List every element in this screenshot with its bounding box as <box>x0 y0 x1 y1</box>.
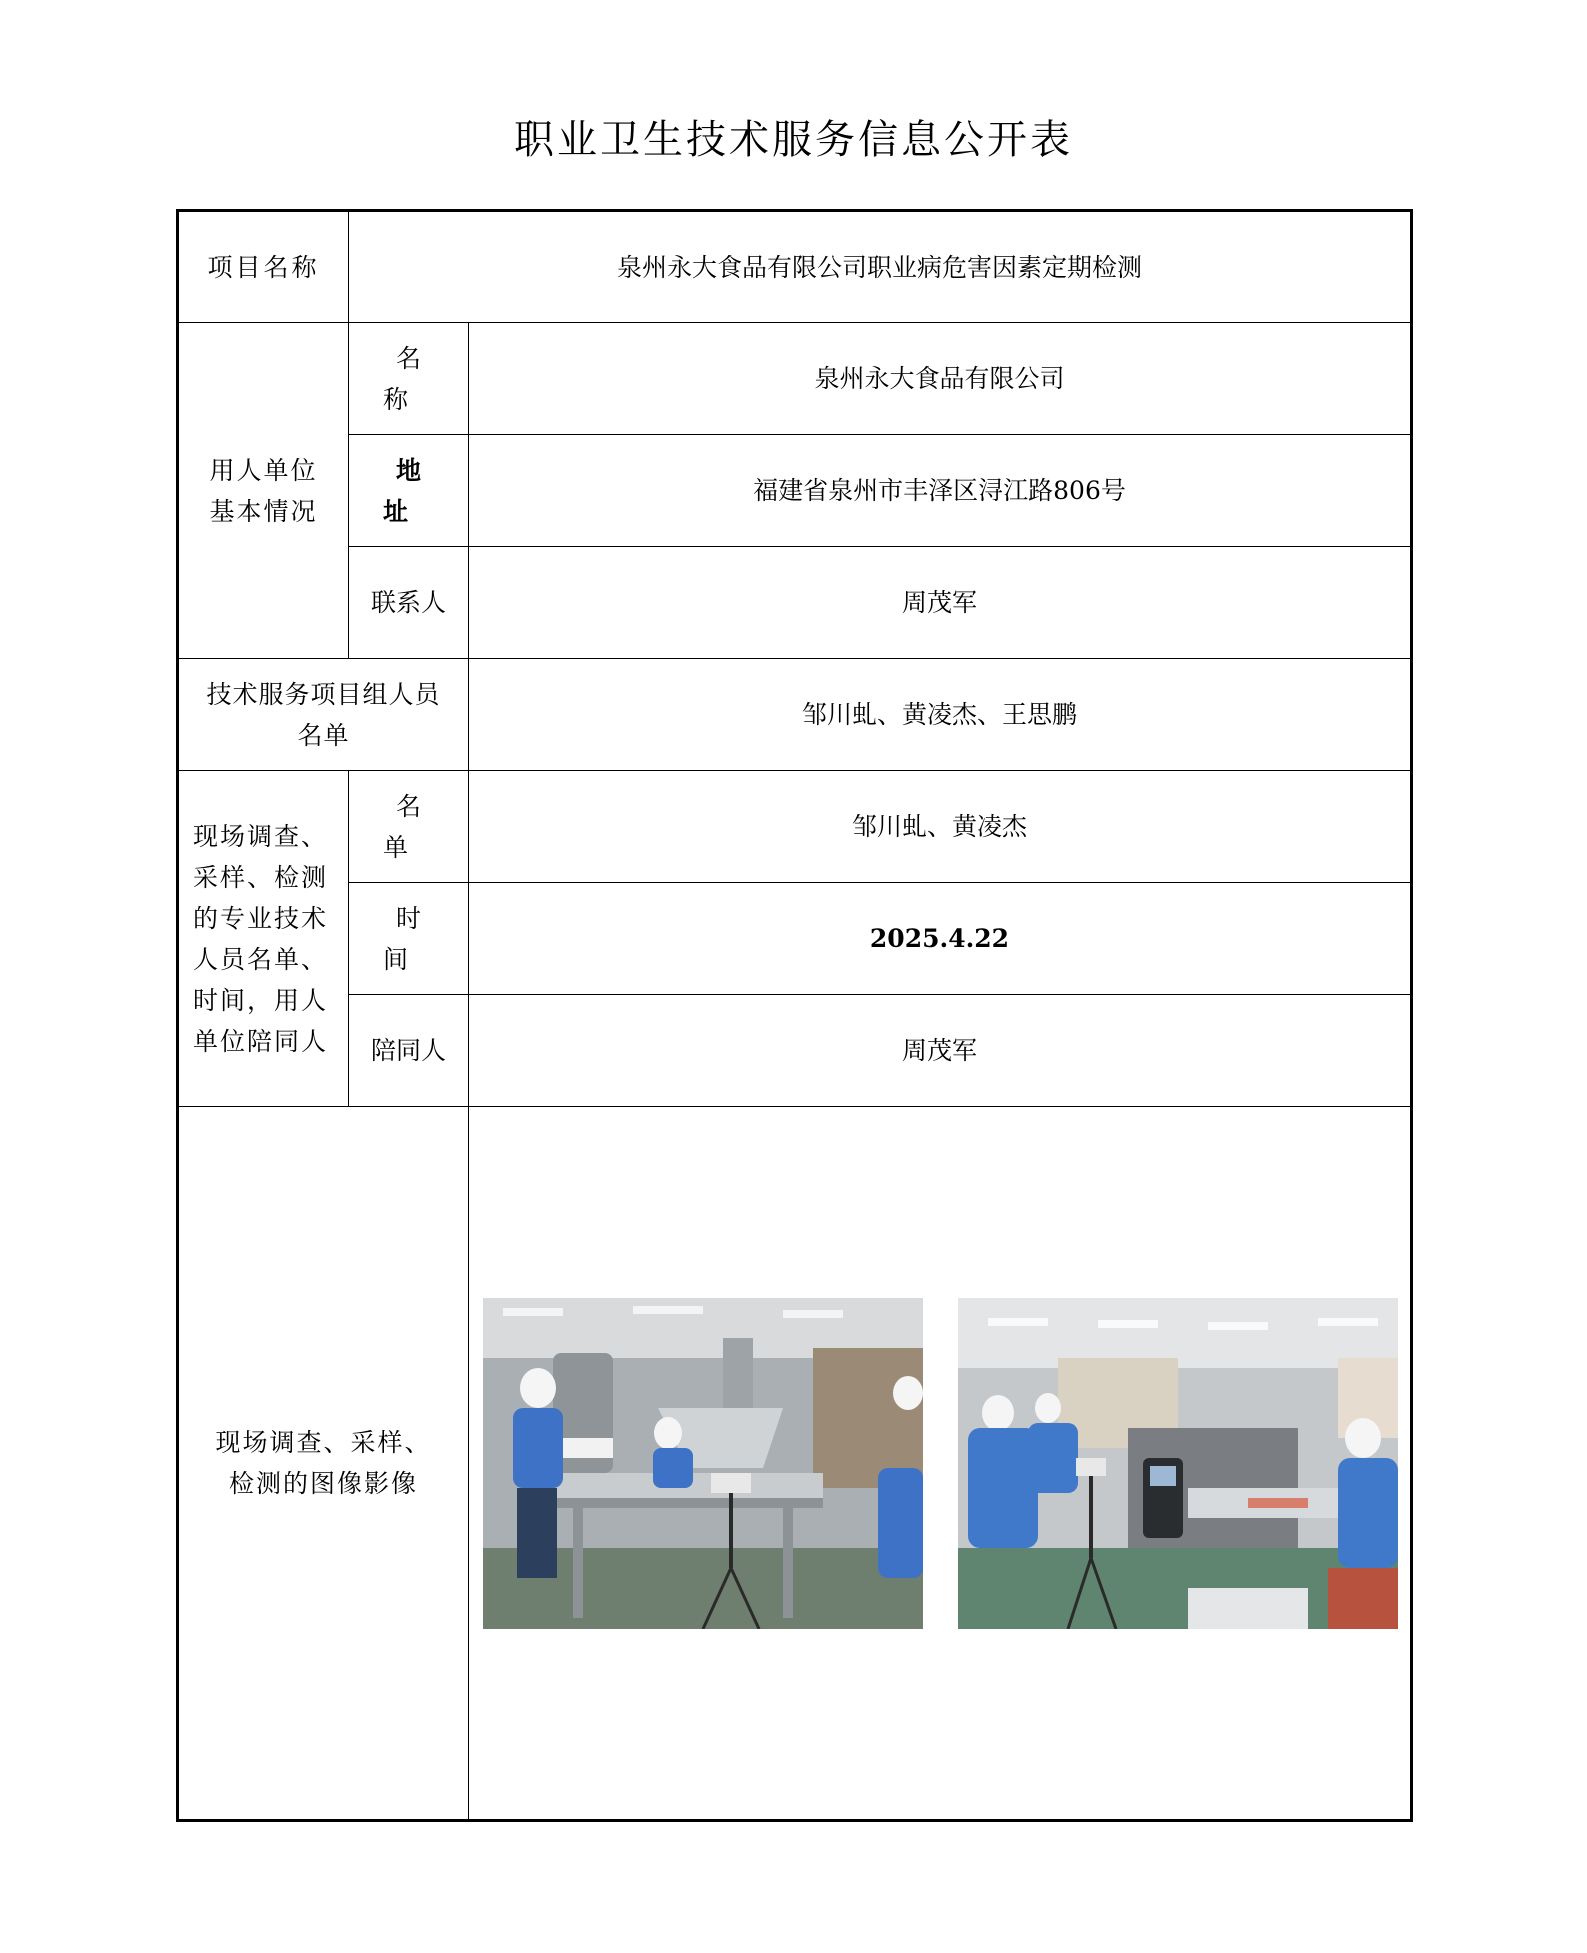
project-row <box>178 211 1412 323</box>
employer-contact-row <box>178 547 1412 659</box>
team-value: 邹川虬、黄凌杰、王思鹏 <box>469 659 1412 771</box>
site-photo-2 <box>958 1298 1398 1629</box>
images-cell <box>469 1107 1412 1821</box>
survey-list-row <box>178 771 1412 883</box>
survey-escort-label: 陪同人 <box>349 995 469 1107</box>
employer-address-row <box>178 435 1412 547</box>
site-photo-2-illustration <box>958 1298 1398 1629</box>
employer-name-row <box>178 323 1412 435</box>
project-value: 泉州永大食品有限公司职业病危害因素定期检测 <box>349 211 1412 323</box>
survey-list-label: 名 单 <box>349 771 469 883</box>
site-photo-1 <box>483 1298 923 1629</box>
project-label: 项目名称 <box>178 211 349 323</box>
employer-section-label: 用人单位基本情况 <box>178 323 349 659</box>
survey-time-label: 时 间 <box>349 883 469 995</box>
employer-contact-label: 联系人 <box>349 547 469 659</box>
employer-address-value: 福建省泉州市丰泽区浔江路806号 <box>469 435 1412 547</box>
page-title: 职业卫生技术服务信息公开表 <box>514 117 1073 163</box>
survey-list-value: 邹川虬、黄凌杰 <box>469 771 1412 883</box>
employer-name-value: 泉州永大食品有限公司 <box>469 323 1412 435</box>
info-table <box>176 209 1413 1822</box>
survey-escort-row <box>178 995 1412 1107</box>
employer-contact-value: 周茂军 <box>469 547 1412 659</box>
site-photo-1-illustration <box>483 1298 923 1629</box>
images-row <box>178 1107 1412 1821</box>
photo-gallery <box>469 1298 1410 1629</box>
team-row <box>178 659 1412 771</box>
survey-time-row <box>178 883 1412 995</box>
employer-name-label: 名 称 <box>349 323 469 435</box>
employer-address-label: 地 址 <box>349 435 469 547</box>
images-label: 现场调查、采样、检测的图像影像 <box>178 1107 469 1821</box>
survey-time-value: 2025.4.22 <box>469 883 1412 995</box>
survey-escort-value: 周茂军 <box>469 995 1412 1107</box>
team-label: 技术服务项目组人员名单 <box>178 659 469 771</box>
survey-section-label: 现场调查、采样、检测的专业技术人员名单、时间，用人单位陪同人 <box>178 771 349 1107</box>
